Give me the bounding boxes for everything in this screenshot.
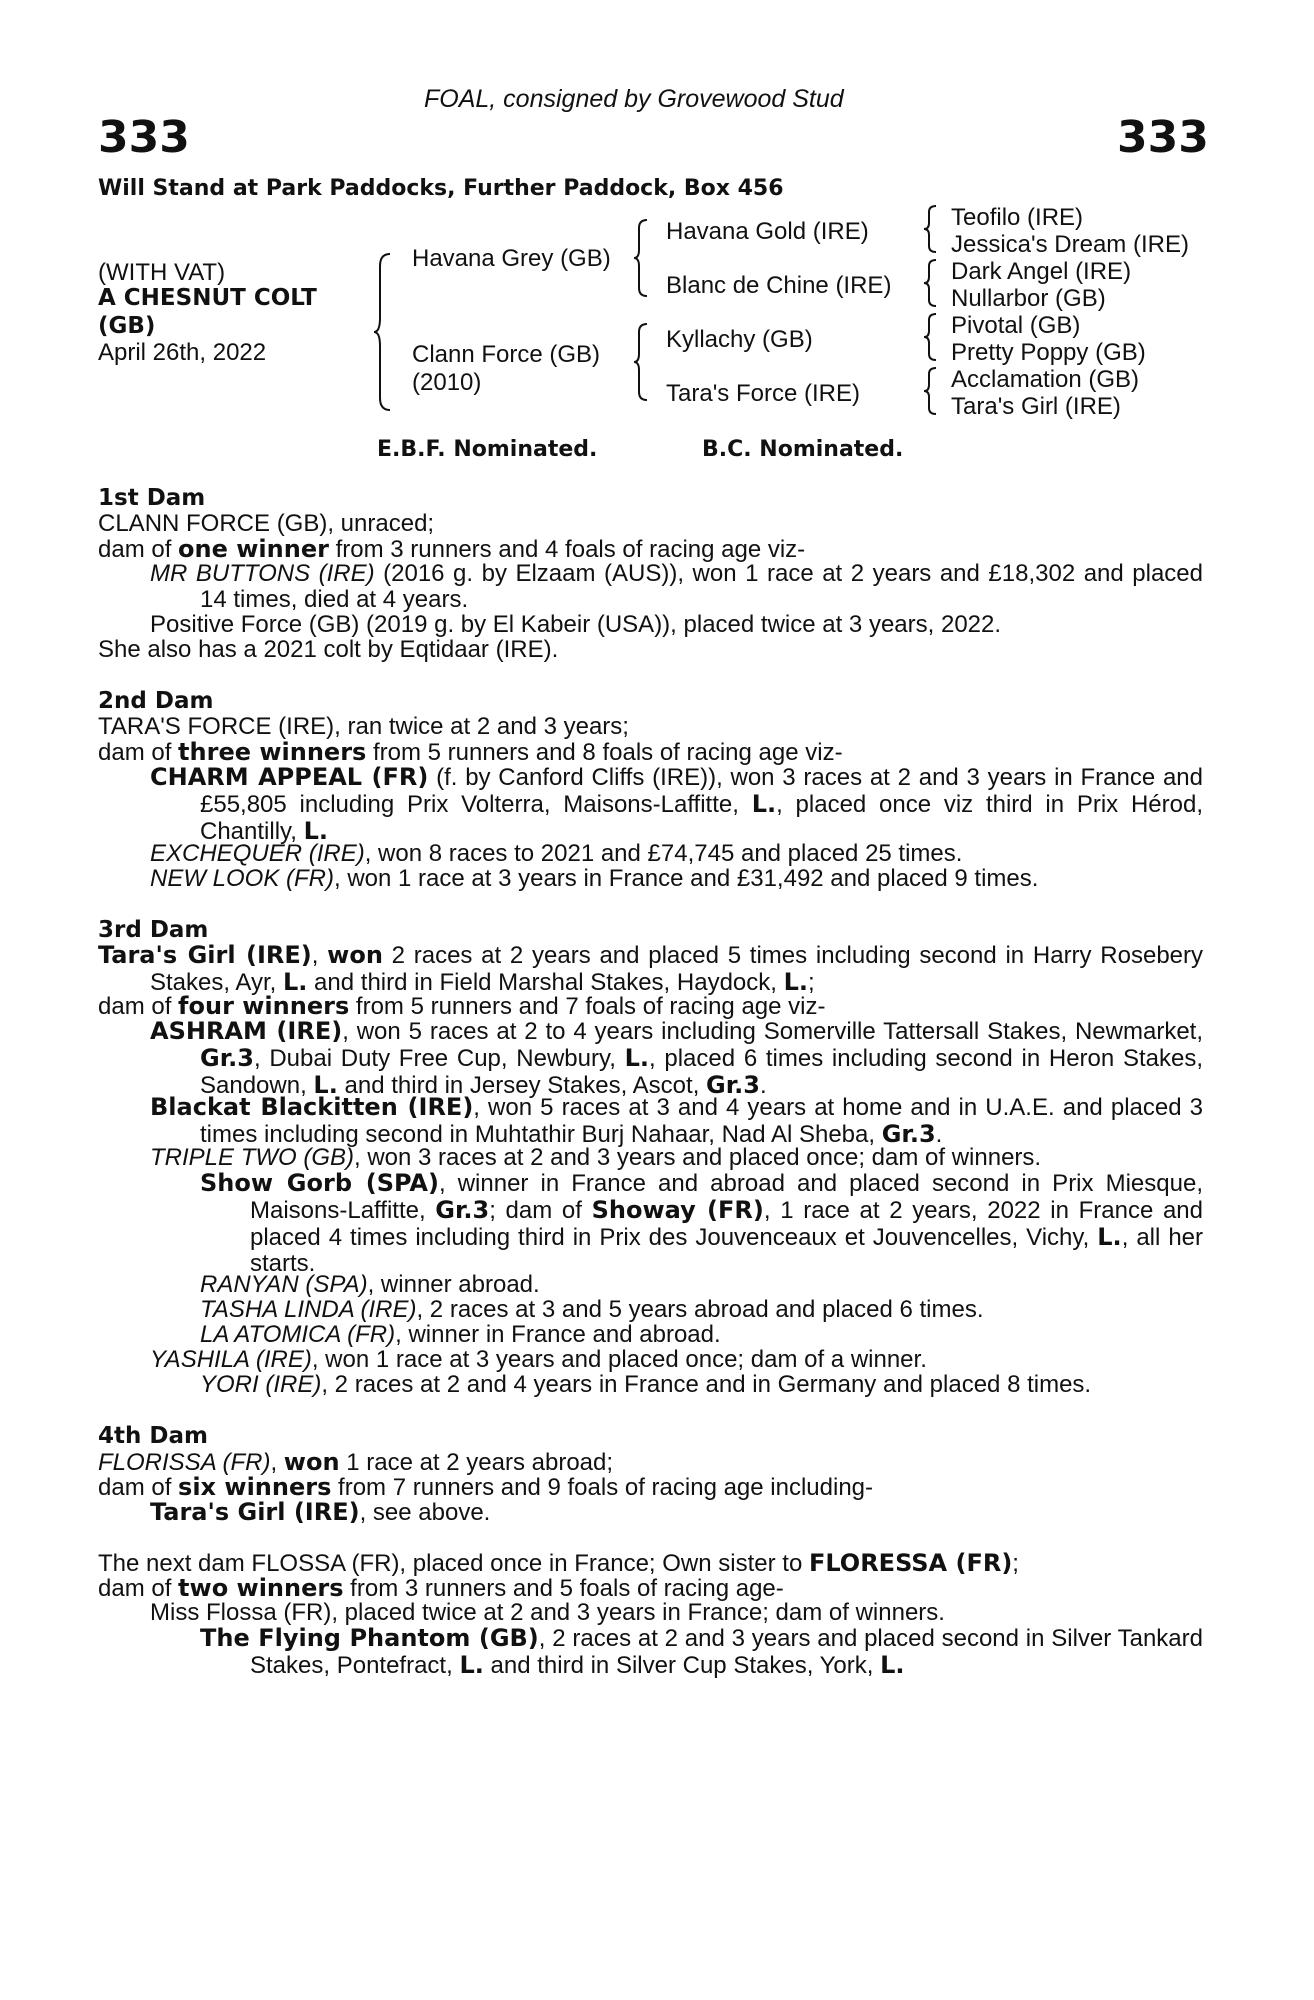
pedigree-g2: Jessica's Dream (IRE) [951,231,1189,258]
pedigree-sire-sire: Havana Gold (IRE) [666,218,869,245]
pedigree-dam-year: (2010) [412,369,482,396]
produce-ashram: ASHRAM (IRE), won 5 races at 2 to 4 years including Somerville Tattersall Stakes, Newmarket, Gr.3, Dubai Duty Free Cup, Newbury, L., placed 6 times including second in Heron Stakes, Sandown, L. and third in Jersey Stakes, Ascot, Gr.3. [150,1017,1204,1099]
first-dam-line: CLANN FORCE (GB), unraced; [98,510,435,537]
pedigree-dam-sire: Kyllachy (GB) [666,326,813,353]
next-dam-line: The next dam FLOSSA (FR), placed once in France; Own sister to FLORESSA (FR); [98,1549,1019,1577]
foaling-date: April 26th, 2022 [98,339,267,366]
produce-exchequer: EXCHEQUER (IRE), won 8 races to 2021 and £74,745 and placed 25 times. [150,840,963,867]
pedigree-brace-g2 [922,258,938,308]
lot-number-right: 333 [1117,112,1209,163]
produce-tasha-linda: TASHA LINDA (IRE), 2 races at 3 and 5 years abroad and placed 6 times. [200,1296,984,1323]
vat-note: (WITH VAT) [98,259,226,286]
produce-yashila: YASHILA (IRE), won 1 race at 3 years and placed once; dam of a winner. [150,1346,927,1373]
pedigree-g7: Acclamation (GB) [951,366,1140,393]
produce-la-atomica: LA ATOMICA (FR), winner in France and abroad. [200,1321,721,1348]
pedigree-brace-g4 [922,366,938,416]
pedigree-dam-dam: Tara's Force (IRE) [666,380,860,407]
second-dam-heading: 2nd Dam [98,688,214,714]
produce-new-look: NEW LOOK (FR), won 1 race at 3 years in France and £31,492 and placed 9 times. [150,865,1039,892]
next-dam-produce-line: dam of two winners from 3 runners and 5 foals of racing age- [98,1574,784,1602]
pedigree-g3: Dark Angel (IRE) [951,258,1132,285]
subject-name: A CHESNUT COLT [98,285,317,311]
consignor-line: FOAL, consigned by Grovewood Stud [424,85,844,113]
subject-country: (GB) [98,313,156,339]
pedigree-brace-dam [632,322,650,402]
pedigree-g5: Pivotal (GB) [951,312,1081,339]
produce-triple-two: TRIPLE TWO (GB), won 3 races at 2 and 3 years and placed once; dam of winners. [150,1144,1042,1171]
pedigree-g6: Pretty Poppy (GB) [951,339,1146,366]
first-dam-produce-line: dam of one winner from 3 runners and 4 foals of racing age viz- [98,535,806,563]
pedigree-dam: Clann Force (GB) [412,341,601,368]
pedigree-g1: Teofilo (IRE) [951,204,1084,231]
pedigree-brace-sire [632,218,650,298]
produce-blackat-blackitten: Blackat Blackitten (IRE), won 5 races at 3 and 4 years at home and in U.A.E. and placed 3 times including second in Muhtathir Burj Nahaar, Nad Al Sheba, Gr.3. [150,1093,1203,1148]
produce-taras-girl: Tara's Girl (IRE), see above. [150,1498,491,1526]
lot-number-left: 333 [98,112,190,163]
produce-positive-force: Positive Force (GB) (2019 g. by El Kabeir (USA)), placed twice at 3 years, 2022. [150,611,1002,638]
ebf-nomination: E.B.F. Nominated. [377,437,598,462]
produce-yori: YORI (IRE), 2 races at 2 and 4 years in France and in Germany and placed 8 times. [200,1371,1092,1398]
pedigree-sire-dam: Blanc de Chine (IRE) [666,272,892,299]
pedigree-g8: Tara's Girl (IRE) [951,393,1121,420]
third-dam-line: Tara's Girl (IRE), won 2 races at 2 years and placed 5 times including second in Harry Rosebery Stakes, Ayr, L. and third in Field Marshal Stakes, Haydock, L.; [98,941,1204,996]
produce-ranyan: RANYAN (SPA), winner abroad. [200,1271,540,1298]
third-dam-heading: 3rd Dam [98,917,209,943]
stand-location: Will Stand at Park Paddocks, Further Paddock, Box 456 [98,176,784,201]
pedigree-g4: Nullarbor (GB) [951,285,1106,312]
pedigree-brace-main [372,252,394,412]
first-dam-also: She also has a 2021 colt by Eqtidaar (IRE). [98,636,559,663]
pedigree-brace-g3 [922,312,938,362]
fourth-dam-produce-line: dam of six winners from 7 runners and 9 foals of racing age including- [98,1473,874,1501]
pedigree-brace-g1 [922,204,938,254]
produce-show-gorb: Show Gorb (SPA), winner in France and abroad and placed second in Prix Miesque, Maisons-Laffitte, Gr.3; dam of Showay (FR), 1 race at 2 years, 2022 in France and placed 4 times including third in Prix des Jouvenceaux et Jouvencelles, Vichy, L., all her starts. [200,1169,1204,1277]
fourth-dam-line: FLORISSA (FR), won 1 race at 2 years abroad; [98,1448,614,1476]
third-dam-produce-line: dam of four winners from 5 runners and 7 foals of racing age viz- [98,992,826,1020]
bc-nomination: B.C. Nominated. [702,437,904,462]
produce-mr-buttons: MR BUTTONS (IRE) (2016 g. by Elzaam (AUS)), won 1 race at 2 years and £18,302 and placed 14 times, died at 4 years. [150,560,1203,613]
produce-the-flying-phantom: The Flying Phantom (GB), 2 races at 2 and 3 years and placed second in Silver Tankard Stakes, Pontefract, L. and third in Silver Cup Stakes, York, L. [200,1624,1203,1679]
first-dam-heading: 1st Dam [98,485,206,511]
produce-charm-appeal: CHARM APPEAL (FR) (f. by Canford Cliffs (IRE)), won 3 races at 2 and 3 years in France and £55,805 including Prix Volterra, Maisons-Laffitte, L., placed once viz third in Prix Hérod, Chantilly, L. [150,763,1203,845]
pedigree-sire: Havana Grey (GB) [412,245,611,272]
fourth-dam-heading: 4th Dam [98,1423,208,1449]
produce-miss-flossa: Miss Flossa (FR), placed twice at 2 and 3 years in France; dam of winners. [150,1599,945,1626]
second-dam-produce-line: dam of three winners from 5 runners and 8 foals of racing age viz- [98,738,843,766]
second-dam-line: TARA'S FORCE (IRE), ran twice at 2 and 3 years; [98,713,629,740]
